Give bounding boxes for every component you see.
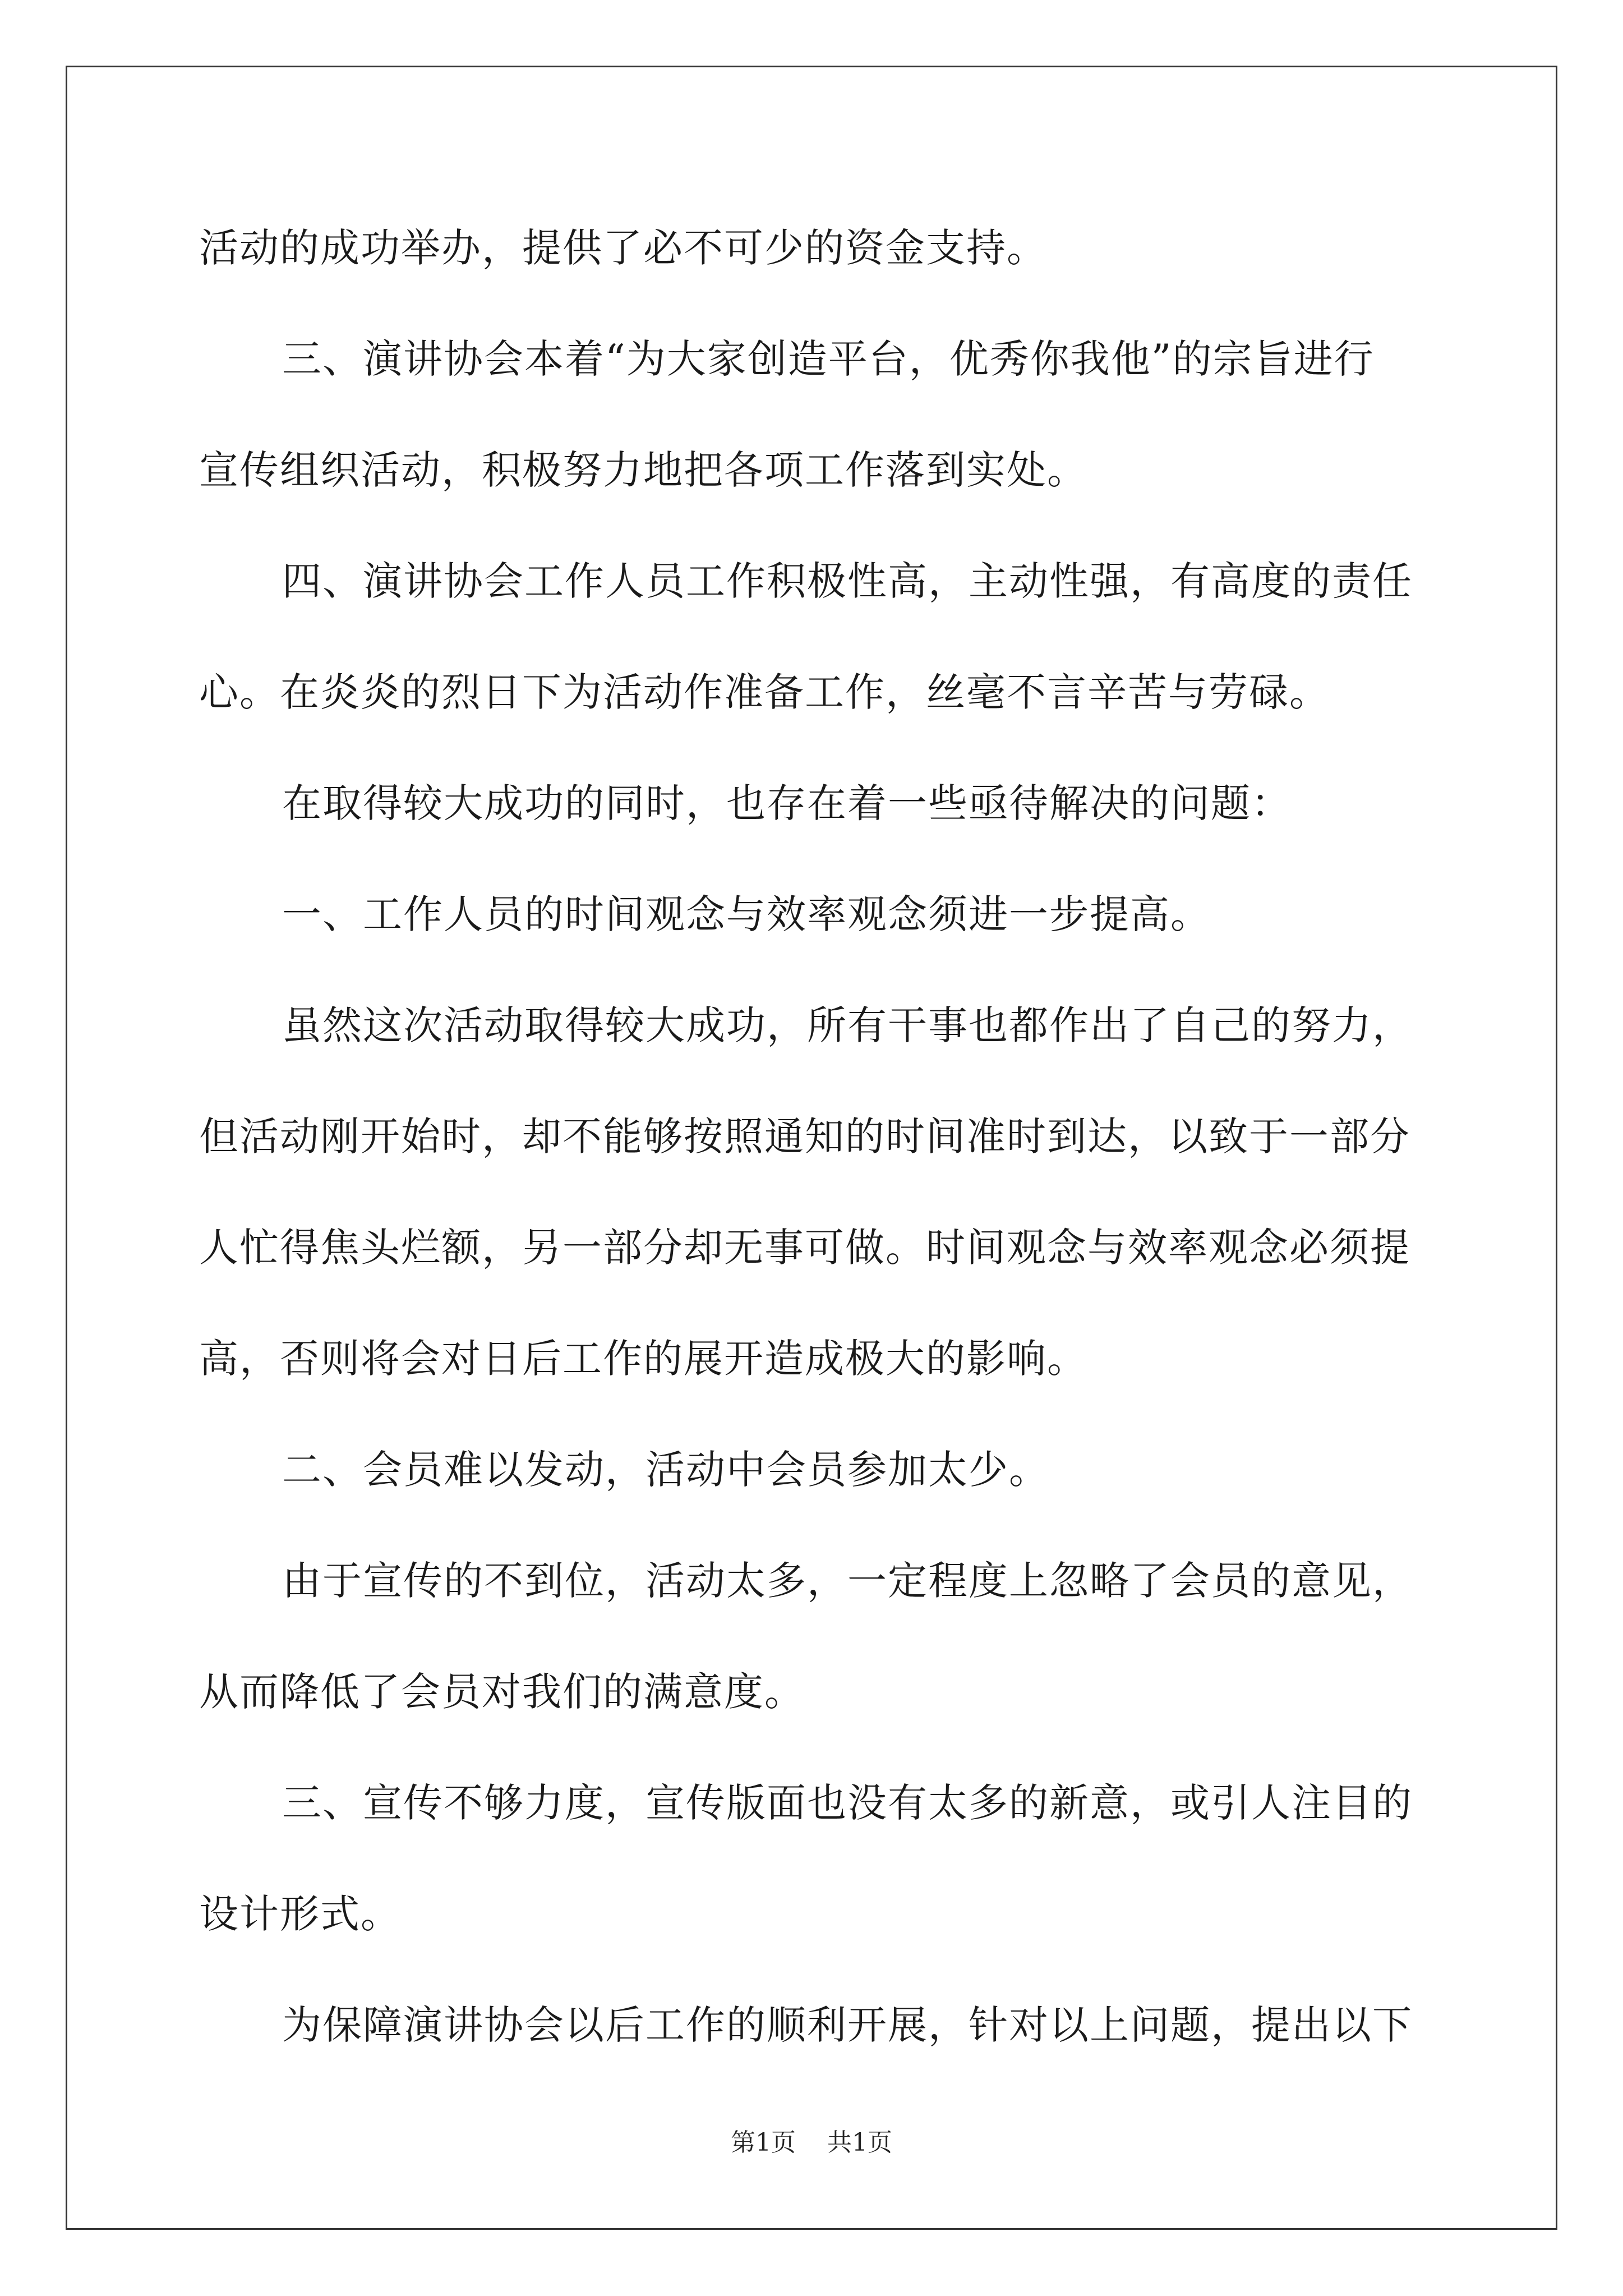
text-line: 三、宣传不够力度，宣传版面也没有太多的新意，或引人注目的: [282, 1780, 1413, 1826]
text-line: 但活动刚开始时，却不能够按照通知的时间准时到达，以致于一部分: [199, 1114, 1410, 1159]
page-number: 第1页: [731, 2128, 796, 2157]
page-footer: [0, 2126, 1623, 2160]
text-line: 高，否则将会对日后工作的展开造成极大的影响。: [199, 1336, 1087, 1382]
text-line: 四、演讲协会工作人员工作积极性高，主动性强，有高度的责任: [282, 558, 1413, 604]
text-line: 活动的成功举办，提供了必不可少的资金支持。: [199, 225, 1047, 271]
text-line: 虽然这次活动取得较大成功，所有干事也都作出了自己的努力，: [282, 1002, 1413, 1048]
text-line: 二、会员难以发动，活动中会员参加太少。: [282, 1447, 1049, 1493]
page-total: 共1页: [827, 2128, 892, 2157]
text-line: 宣传组织活动，积极努力地把各项工作落到实处。: [199, 447, 1087, 493]
text-line: 三、演讲协会本着“为大家创造平台，优秀你我他”的宗旨进行: [282, 336, 1375, 382]
text-line: 在取得较大成功的同时，也存在着一些亟待解决的问题：: [282, 780, 1292, 826]
text-line: 心。在炎炎的烈日下为活动作准备工作，丝毫不言辛苦与劳碌。: [199, 669, 1330, 715]
text-line: 为保障演讲协会以后工作的顺利开展，针对以上问题，提出以下: [282, 2002, 1413, 2048]
text-line: 人忙得焦头烂额，另一部分却无事可做。时间观念与效率观念必须提: [199, 1225, 1410, 1271]
text-line: 从而降低了会员对我们的满意度。: [199, 1669, 805, 1715]
text-line: 由于宣传的不到位，活动太多，一定程度上忽略了会员的意见，: [282, 1558, 1413, 1604]
text-line: 设计形式。: [199, 1891, 401, 1937]
text-line: 一、工作人员的时间观念与效率观念须进一步提高。: [282, 891, 1211, 937]
